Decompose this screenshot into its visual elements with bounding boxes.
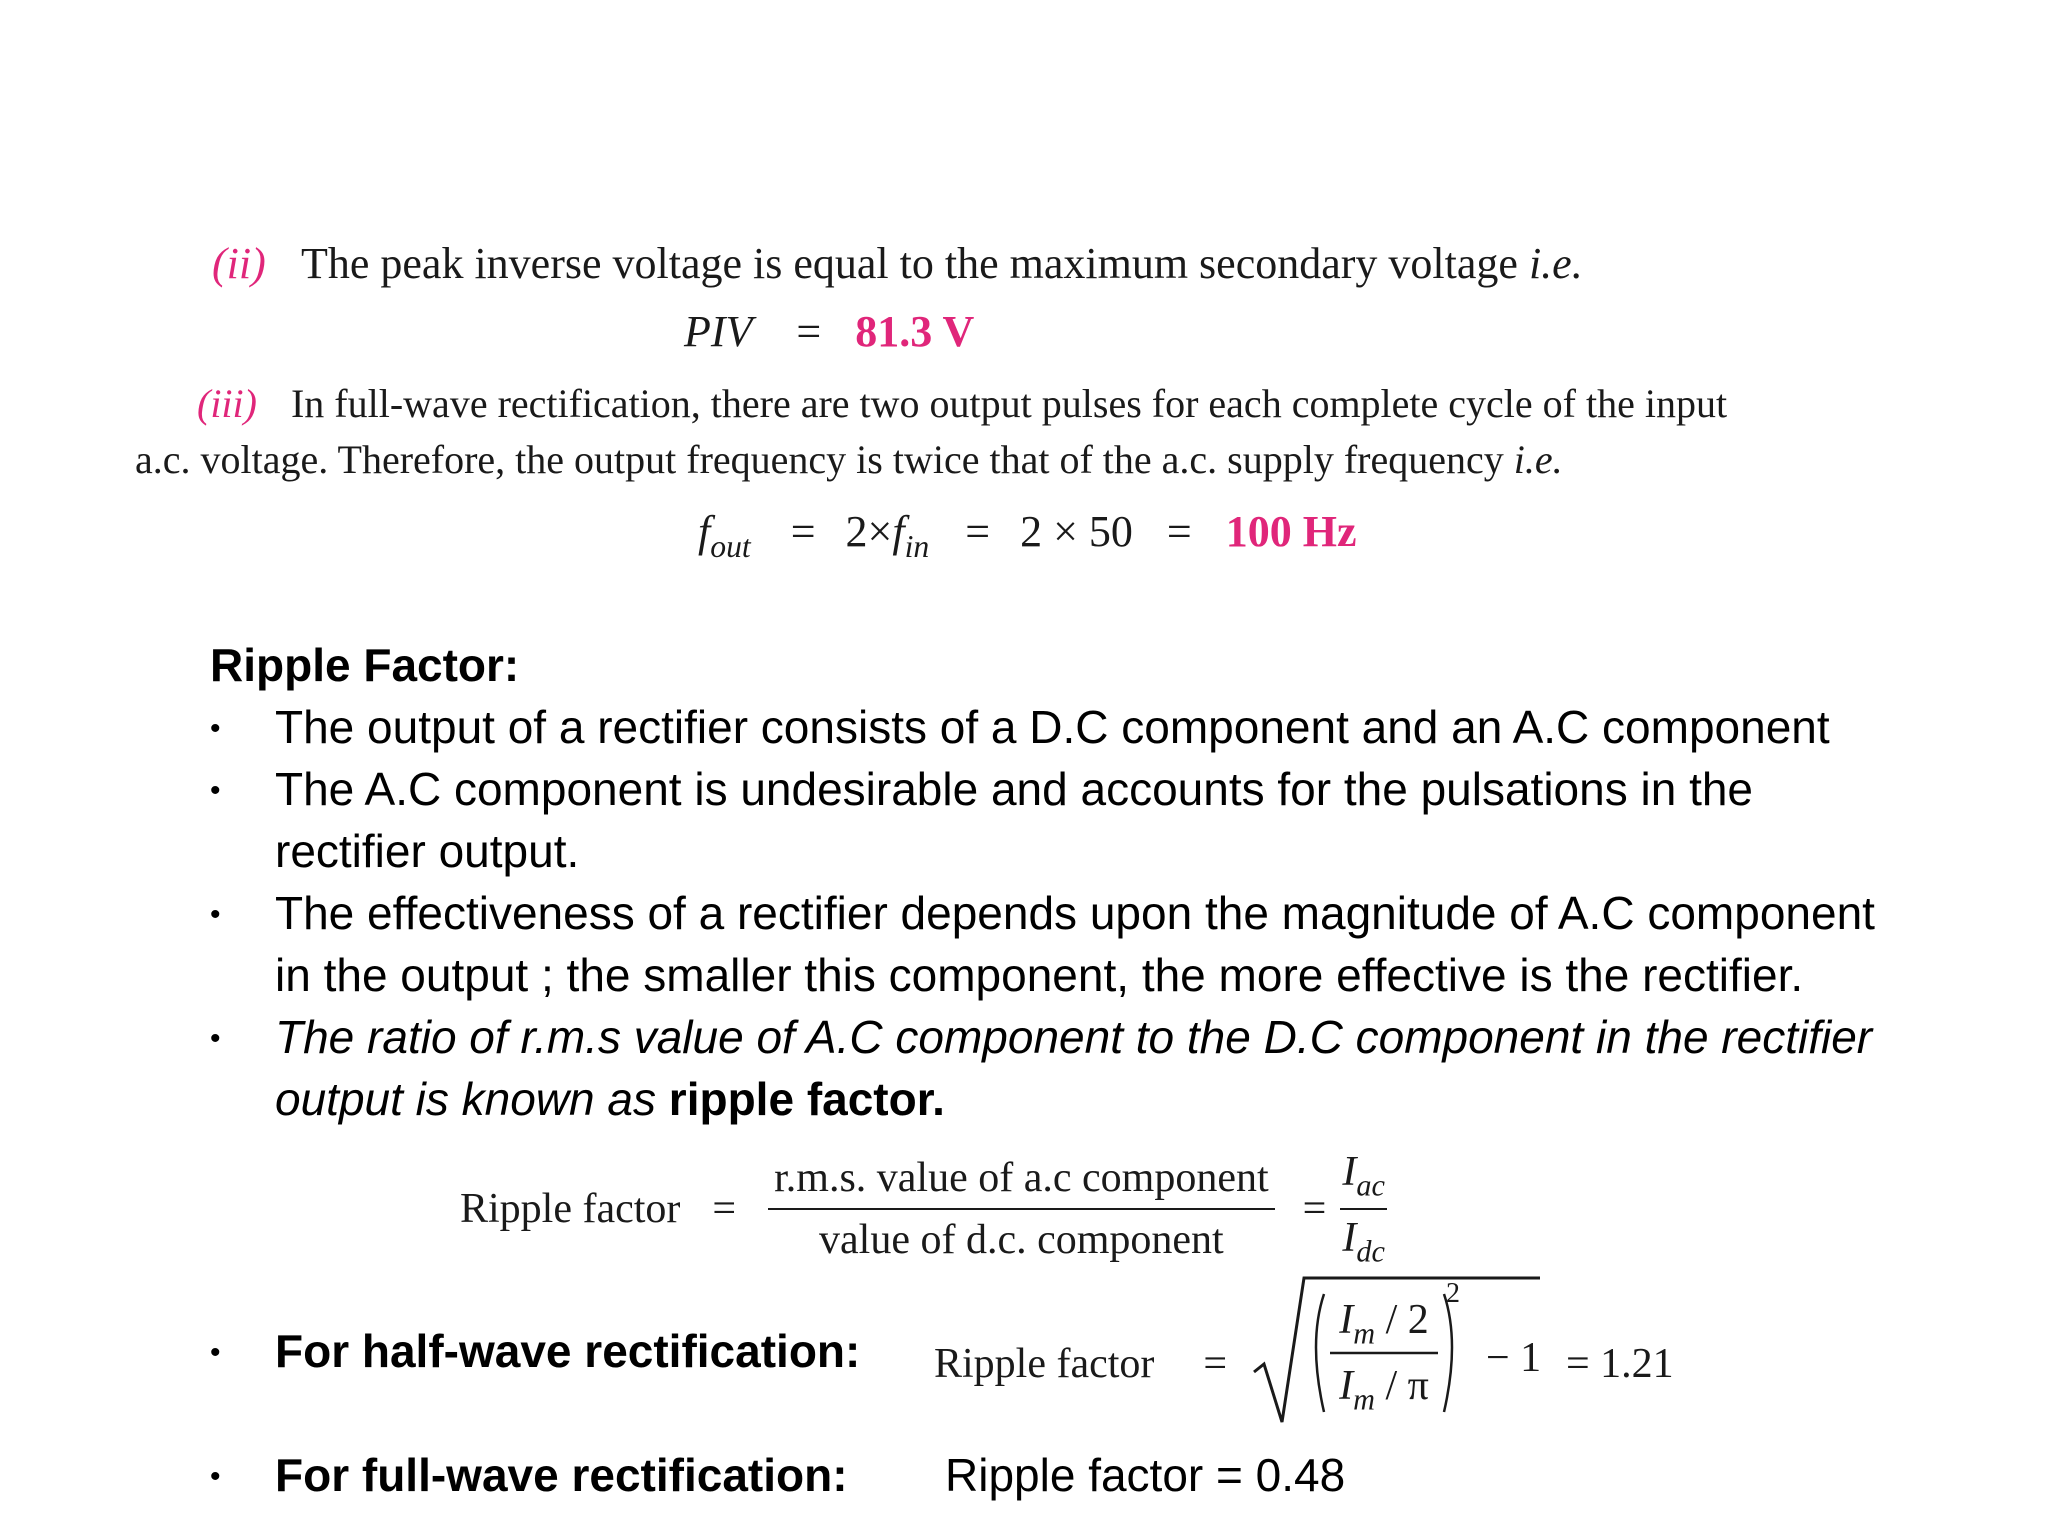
i-ac: I	[1342, 1149, 1357, 1195]
piv-lhs: PIV	[684, 307, 753, 356]
formula-numerator: r.m.s. value of a.c component	[768, 1154, 1275, 1210]
bullet-dot: •	[210, 1460, 221, 1493]
i-ac-sub: ac	[1356, 1168, 1385, 1203]
section-iii-label: (iii)	[197, 381, 257, 426]
ripple-bullet-2-cont: rectifier output.	[275, 825, 580, 877]
bullet-dot: •	[210, 712, 221, 745]
half-wave-minus-one: − 1	[1486, 1335, 1542, 1381]
section-iii-ie: i.e.	[1513, 437, 1563, 482]
formula-denominator: value of d.c. component	[819, 1216, 1224, 1263]
i-dc: I	[1342, 1214, 1357, 1261]
fin-sub: in	[904, 529, 930, 565]
ripple-heading: Ripple Factor:	[210, 639, 520, 691]
ripple-bullet-3-cont: in the output ; the smaller this component, the more effective is the rectifier.	[275, 949, 1804, 1001]
fout-eq2: =	[965, 507, 991, 556]
ripple-term: ripple factor.	[668, 1073, 945, 1125]
section-ii-line	[212, 238, 1583, 289]
full-wave-label: For full-wave rectification:	[275, 1449, 848, 1501]
current-fraction	[1340, 1148, 1387, 1269]
full-wave-result: Ripple factor = 0.48	[945, 1449, 1346, 1501]
fout-value: 100 Hz	[1225, 507, 1357, 556]
ripple-bullet-1: The output of a rectifier consists of a D.C component and an A.C component	[275, 701, 1830, 753]
formula-eq1: =	[712, 1185, 737, 1232]
section-iii-line1	[197, 380, 1727, 427]
section-iii-line2	[135, 436, 1563, 483]
ripple-bullet-2: The A.C component is undesirable and accounts for the pulsations in the	[275, 763, 1754, 815]
fout-eq3: =	[1166, 507, 1192, 556]
section-iii-text2: a.c. voltage. Therefore, the output frequency is twice that of the a.c. supply frequency	[135, 437, 1504, 482]
fout-2x: 2×	[845, 507, 893, 556]
fout-mid: 2 × 50	[1020, 507, 1133, 556]
formula-fraction	[768, 1154, 1275, 1264]
piv-value: 81.3 V	[855, 307, 975, 356]
section-iii-text1: In full-wave rectification, there are two output pulses for each complete cycle of the input	[290, 381, 1728, 426]
ripple-bullet-3: The effectiveness of a rectifier depends upon the magnitude of A.C component	[275, 887, 1875, 939]
bullet-dot: •	[210, 774, 221, 807]
ripple-bullet-4: The ratio of r.m.s value of A.C component to the D.C component in the rectifier	[275, 1011, 1873, 1063]
bullet-dot: •	[210, 898, 221, 931]
half-wave-exponent: 2	[1446, 1278, 1460, 1309]
fout-eq1: =	[790, 507, 816, 556]
i-dc-sub: dc	[1356, 1234, 1385, 1269]
half-wave-numerator: $I_m / 2$	[1339, 1297, 1429, 1351]
half-wave-denominator: $I_m$ / π	[1339, 1363, 1429, 1417]
half-wave-label: For half-wave rectification:	[275, 1325, 861, 1377]
formula-lhs: Ripple factor	[460, 1185, 681, 1232]
fout-f: f	[698, 507, 711, 556]
piv-equation	[684, 306, 974, 357]
bullet-dot: •	[210, 1022, 221, 1055]
half-wave-eq: =	[1203, 1341, 1228, 1387]
ripple-bullet-4-text: output is known as	[275, 1073, 657, 1125]
half-wave-lhs	[934, 1340, 1227, 1388]
formula-eq2: =	[1302, 1185, 1327, 1232]
ripple-bullet-4-cont	[275, 1068, 945, 1130]
fin-f: f	[892, 507, 905, 556]
ripple-definition-formula	[460, 1148, 1387, 1269]
section-ii-ie: i.e.	[1528, 239, 1583, 288]
fout-equation	[698, 506, 1357, 565]
section-ii-text: The peak inverse voltage is equal to the maximum secondary voltage	[300, 239, 1518, 288]
section-ii-label: (ii)	[212, 239, 266, 288]
bullet-dot: •	[210, 1336, 221, 1369]
piv-equals: =	[796, 307, 822, 356]
half-wave-ripple: Ripple factor	[934, 1341, 1155, 1387]
fout-sub: out	[710, 529, 751, 565]
half-wave-result: = 1.21	[1566, 1341, 1674, 1387]
